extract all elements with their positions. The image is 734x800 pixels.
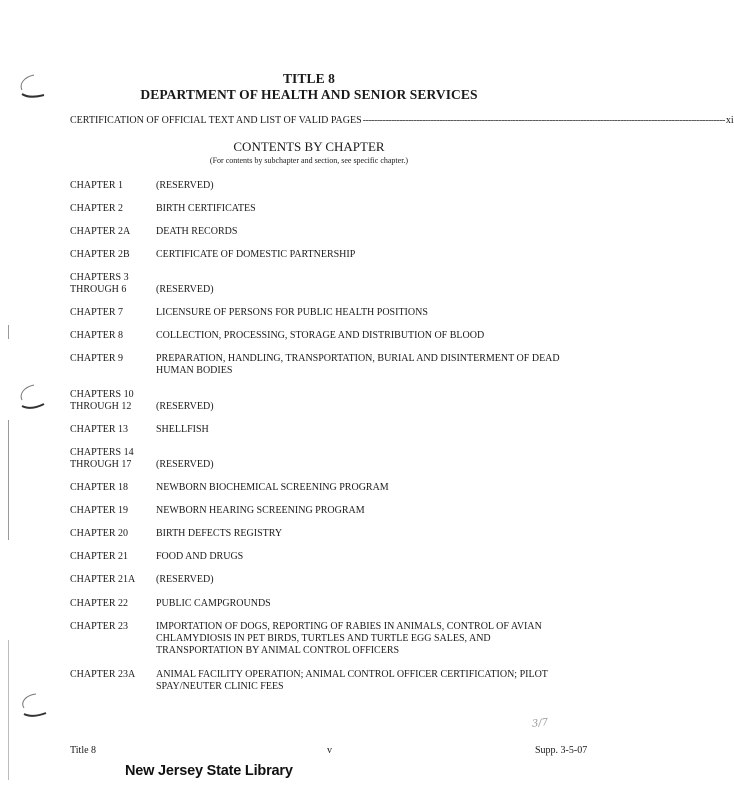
chapter-title: CERTIFICATE OF DOMESTIC PARTNERSHIP xyxy=(156,249,356,260)
certification-line xyxy=(70,115,734,126)
chapter-title: NEWBORN BIOCHEMICAL SCREENING PROGRAM xyxy=(156,482,389,493)
chapter-title: (RESERVED) xyxy=(156,459,214,470)
chapter-label: CHAPTER 13 xyxy=(70,424,129,435)
footer-supplement: Supp. 3-5-07 xyxy=(535,745,588,756)
chapter-title: (RESERVED) xyxy=(156,180,214,191)
punch-hole-mark-bottom xyxy=(14,690,48,724)
contents-note: (For contents by subchapter and section, see specific chapter.) xyxy=(209,156,409,165)
chapter-title: DEATH RECORDS xyxy=(156,226,238,237)
certification-label: CERTIFICATION OF OFFICIAL TEXT AND LIST OF VALID PAGES xyxy=(70,115,362,126)
chapter-label: CHAPTERS 14 THROUGH 17 xyxy=(70,447,134,470)
chapter-title: SHELLFISH xyxy=(156,424,209,435)
chapter-title: PREPARATION, HANDLING, TRANSPORTATION, BURIAL AND DISINTERMENT OF DEAD HUMAN BODIES xyxy=(156,353,560,376)
chapter-label: CHAPTER 1 xyxy=(70,180,124,191)
chapter-label: CHAPTER 21A xyxy=(70,574,136,585)
chapter-label: CHAPTER 23 xyxy=(70,621,129,632)
chapter-label: CHAPTER 2B xyxy=(70,249,130,260)
chapter-label: CHAPTER 22 xyxy=(70,598,129,609)
chapter-label: CHAPTER 2A xyxy=(70,226,131,237)
chapter-title: ANIMAL FACILITY OPERATION; ANIMAL CONTROL OFFICER CERTIFICATION; PILOT SPAY/NEUTER CLINIC FEES xyxy=(156,669,548,692)
chapter-title: LICENSURE OF PERSONS FOR PUBLIC HEALTH POSITIONS xyxy=(156,307,428,318)
scan-edge-line xyxy=(8,640,9,780)
library-stamp: New Jersey State Library xyxy=(125,763,293,779)
chapter-label: CHAPTER 23A xyxy=(70,669,136,680)
chapter-title: NEWBORN HEARING SCREENING PROGRAM xyxy=(156,505,365,516)
chapter-title: (RESERVED) xyxy=(156,284,214,295)
chapter-label: CHAPTER 7 xyxy=(70,307,124,318)
chapter-title: (RESERVED) xyxy=(156,401,214,412)
scan-edge-line xyxy=(8,420,9,540)
chapter-label: CHAPTERS 10 THROUGH 12 xyxy=(70,389,134,412)
department-title: DEPARTMENT OF HEALTH AND SENIOR SERVICES xyxy=(140,87,478,102)
chapter-title: BIRTH CERTIFICATES xyxy=(156,203,256,214)
footer-page-number: v xyxy=(327,745,332,756)
chapter-label: CHAPTERS 3 THROUGH 6 xyxy=(70,272,129,295)
chapter-label: CHAPTER 2 xyxy=(70,203,124,214)
chapter-title: COLLECTION, PROCESSING, STORAGE AND DISTRIBUTION OF BLOOD xyxy=(156,330,485,341)
scan-edge-line xyxy=(8,325,9,339)
chapter-label: CHAPTER 8 xyxy=(70,330,124,341)
chapter-label: CHAPTER 19 xyxy=(70,505,129,516)
chapter-label: CHAPTER 9 xyxy=(70,353,124,364)
chapter-label: CHAPTER 18 xyxy=(70,482,129,493)
chapter-title: IMPORTATION OF DOGS, REPORTING OF RABIES IN ANIMALS, CONTROL OF AVIAN CHLAMYDIOSIS IN PET BIRDS, TURTLES AND TURTLE EGG SALES, AND TRANSPORTATION BY ANIMAL CONTROL OFFICERS xyxy=(156,621,542,656)
contents-heading: CONTENTS BY CHAPTER xyxy=(233,139,385,154)
chapter-title: FOOD AND DRUGS xyxy=(156,551,244,562)
handwritten-note: 3/7 xyxy=(531,717,549,730)
chapter-label: CHAPTER 21 xyxy=(70,551,129,562)
chapter-title: BIRTH DEFECTS REGISTRY xyxy=(156,528,283,539)
chapter-title: PUBLIC CAMPGROUNDS xyxy=(156,598,271,609)
chapter-label: CHAPTER 20 xyxy=(70,528,129,539)
punch-hole-mark-middle xyxy=(14,382,48,416)
title-number: TITLE 8 xyxy=(282,71,336,86)
chapter-title: (RESERVED) xyxy=(156,574,214,585)
certification-page: xi xyxy=(725,115,734,126)
leader-dashes: -------------------------------------------------------------------------------------------------------------------------------- xyxy=(362,115,725,126)
footer-title: Title 8 xyxy=(70,745,97,756)
